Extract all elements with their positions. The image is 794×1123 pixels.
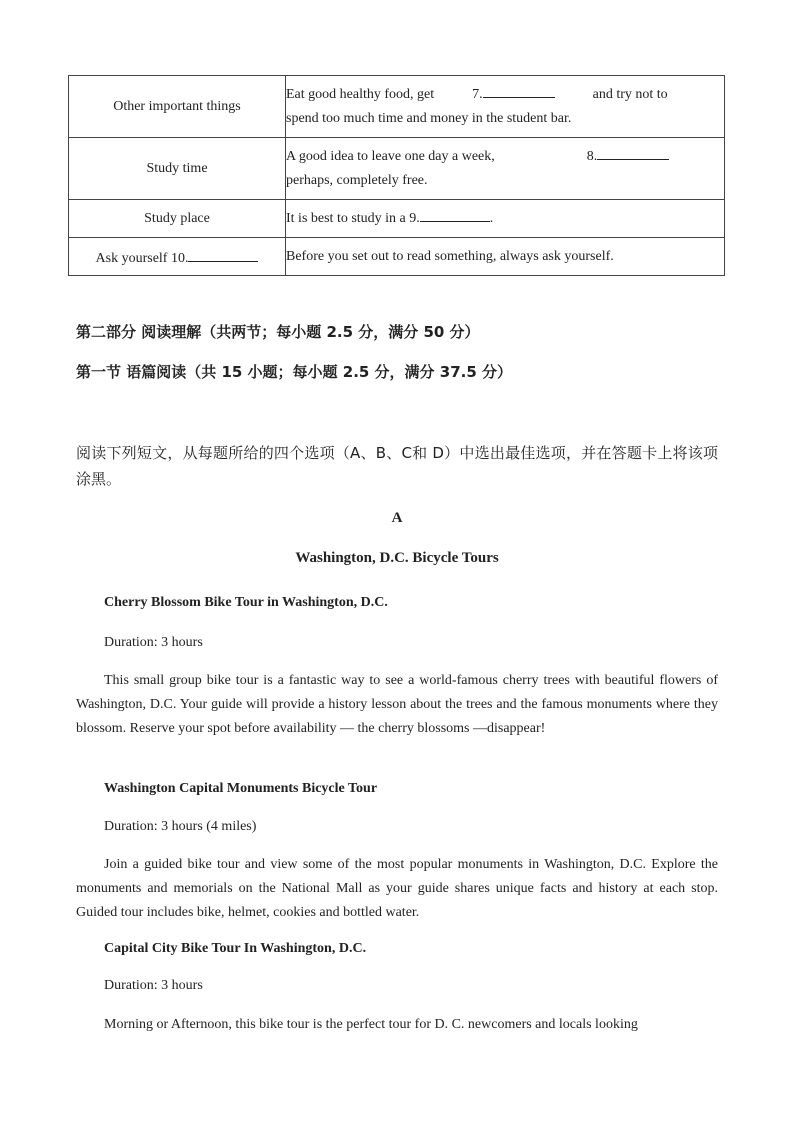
subsection-heading: 第一节 语篇阅读（共 15 小题；每小题 2.5 分，满分 37.5 分） xyxy=(76,363,513,381)
passage-title: Washington, D.C. Bicycle Tours xyxy=(295,550,499,566)
row-content: Eat good healthy food, get 7. and try not to spend too much time and money in the student bar. xyxy=(286,76,725,138)
row-content: Before you set out to read something, always ask yourself. xyxy=(286,238,725,276)
row-content: It is best to study in a 9. . xyxy=(286,200,725,238)
tour-name: Capital City Bike Tour In Washington, D.C. xyxy=(104,941,367,956)
answer-blank-9[interactable] xyxy=(420,207,490,222)
section-heading: 第二部分 阅读理解（共两节；每小题 2.5 分，满分 50 分） xyxy=(76,323,480,341)
answer-blank-10[interactable] xyxy=(188,247,258,262)
table-row xyxy=(69,200,725,238)
tour-name: Washington Capital Monuments Bicycle Tour xyxy=(104,781,378,796)
answer-blank-8[interactable] xyxy=(597,145,669,160)
tour-name: Cherry Blossom Bike Tour in Washington, D.C. xyxy=(104,595,388,610)
table-row xyxy=(69,76,725,138)
row-label: Study time xyxy=(69,138,286,200)
row-content: A good idea to leave one day a week, 8. perhaps, completely free. xyxy=(286,138,725,200)
tour-duration: Duration: 3 hours xyxy=(104,978,203,993)
row-label: Ask yourself 10. xyxy=(69,238,286,276)
row-label: Other important things xyxy=(69,76,286,138)
table-row xyxy=(69,238,725,276)
tour-duration: Duration: 3 hours (4 miles) xyxy=(104,819,257,834)
tour-description: Join a guided bike tour and view some of the most popular monuments in Washington, D.C. Explore the monuments and memorials on the National Mall as your guide shares unique facts and history at each stop. Guided tour includes bike, helmet, cookies and bottled water. xyxy=(76,857,718,920)
tour-description: This small group bike tour is a fantastic way to see a world-famous cherry trees with beautiful flowers of Washington, D.C. Your guide will provide a history lesson about the trees and the famous monuments where they blossom. Reserve your spot before availability — the cherry blossoms —disappear! xyxy=(76,673,718,736)
instructions: 阅读下列短文，从每题所给的四个选项（A、B、C和 D）中选出最佳选项，并在答题卡上将该项涂黑。 xyxy=(76,444,718,488)
row-label: Study place xyxy=(69,200,286,238)
tour-duration: Duration: 3 hours xyxy=(104,635,203,650)
table-row xyxy=(69,138,725,200)
passage-letter: A xyxy=(391,510,403,526)
answer-blank-7[interactable] xyxy=(483,83,555,98)
tour-description: Morning or Afternoon, this bike tour is the perfect tour for D. C. newcomers and locals looking xyxy=(104,1017,638,1032)
notes-table xyxy=(68,75,725,276)
